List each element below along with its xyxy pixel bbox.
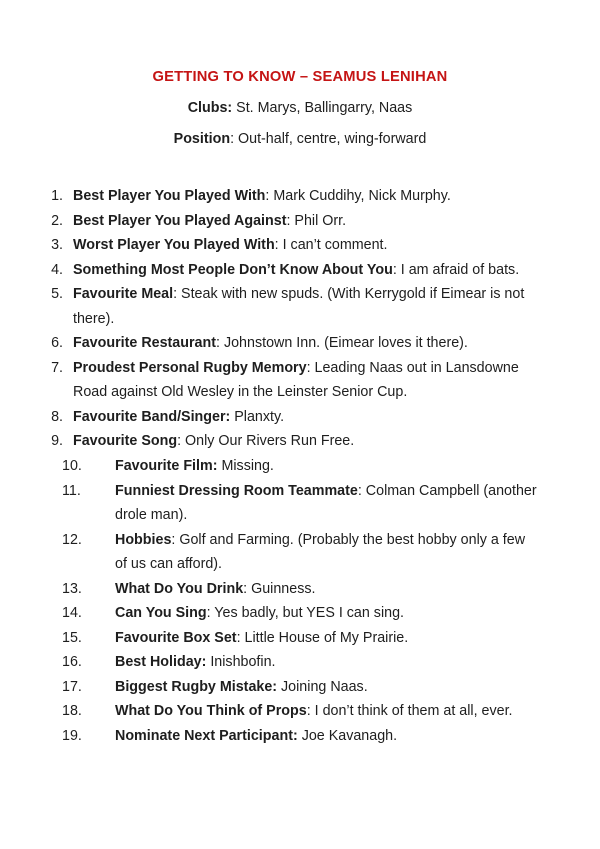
item-label: Favourite Meal xyxy=(73,286,174,303)
item-label: Favourite Film: xyxy=(115,458,218,475)
item-label: Can You Sing xyxy=(115,605,207,622)
item-label: Favourite Band/Singer: xyxy=(73,408,231,425)
item-number: 12. xyxy=(62,531,82,548)
item-label: What Do You Think of Props xyxy=(115,703,307,720)
list-item xyxy=(0,601,600,626)
list-item xyxy=(0,650,600,675)
list-item xyxy=(0,356,600,405)
item-continuation: there). xyxy=(73,310,115,327)
item-label: Biggest Rugby Mistake: xyxy=(115,678,278,695)
item-answer: : Yes badly, but YES I can sing. xyxy=(206,605,405,622)
item-number: 18. xyxy=(62,703,82,720)
item-number: 4. xyxy=(51,261,63,278)
list-item xyxy=(0,282,600,331)
list-item xyxy=(0,429,600,454)
document-title: GETTING TO KNOW – SEAMUS LENIHAN xyxy=(152,69,448,85)
item-number: 14. xyxy=(62,605,82,622)
item-continuation: drole man). xyxy=(115,507,188,524)
item-number: 3. xyxy=(51,237,63,254)
item-label: Nominate Next Participant: xyxy=(115,728,298,745)
list-item xyxy=(0,233,600,258)
list-item xyxy=(0,528,600,577)
list-item xyxy=(0,184,600,209)
item-answer: : Phil Orr. xyxy=(286,212,347,229)
list-item xyxy=(0,724,600,749)
list-item xyxy=(0,258,600,283)
position-line xyxy=(0,129,600,149)
list-item xyxy=(0,405,600,430)
item-number: 7. xyxy=(51,359,63,376)
item-label: Best Player You Played Against xyxy=(73,212,287,229)
item-label: What Do You Drink xyxy=(115,580,244,597)
clubs-line xyxy=(0,98,600,118)
item-number: 1. xyxy=(51,188,63,204)
item-number: 2. xyxy=(51,212,63,229)
item-number: 6. xyxy=(51,335,63,352)
item-number: 19. xyxy=(62,728,82,745)
item-answer: : Johnstown Inn. (Eimear loves it there). xyxy=(216,335,468,352)
list-item xyxy=(0,454,600,479)
item-answer: Joe Kavanagh. xyxy=(297,728,398,745)
item-answer: : Golf and Farming. (Probably the best hobby only a few xyxy=(171,531,526,548)
clubs-label: Clubs: xyxy=(187,100,233,116)
qa-list xyxy=(0,184,600,749)
item-label: Something Most People Don’t Know About You xyxy=(73,261,393,278)
list-item xyxy=(0,626,600,651)
item-answer: Inishbofin. xyxy=(206,654,276,671)
clubs-value: St. Marys, Ballingarry, Naas xyxy=(232,100,413,116)
item-number: 17. xyxy=(62,678,82,695)
item-number: 10. xyxy=(62,458,82,475)
item-continuation: of us can afford). xyxy=(115,556,223,573)
item-continuation: Road against Old Wesley in the Leinster Senior Cup. xyxy=(73,384,408,401)
item-answer: : Steak with new spuds. (With Kerrygold if Eimear is not xyxy=(173,286,525,303)
item-number: 16. xyxy=(62,654,82,671)
list-item xyxy=(0,479,600,528)
item-answer: : Leading Naas out in Lansdowne xyxy=(306,359,519,376)
item-label: Favourite Song xyxy=(73,433,178,450)
item-answer: : I am afraid of bats. xyxy=(392,261,520,278)
position-label: Position xyxy=(173,131,231,147)
item-answer: Joining Naas. xyxy=(277,678,368,695)
item-label: Favourite Box Set xyxy=(115,629,237,646)
item-answer: : I can’t comment. xyxy=(274,237,388,254)
item-number: 9. xyxy=(51,433,63,450)
item-label: Favourite Restaurant xyxy=(73,335,217,352)
item-number: 5. xyxy=(51,286,63,303)
item-answer: : Colman Campbell (another xyxy=(357,482,537,499)
position-value: : Out-half, centre, wing-forward xyxy=(230,131,427,147)
item-number: 13. xyxy=(62,580,82,597)
item-number: 11. xyxy=(62,482,81,499)
list-item xyxy=(0,331,600,356)
item-answer: : I don’t think of them at all, ever. xyxy=(306,703,513,720)
item-label: Best Player You Played With xyxy=(73,188,266,204)
item-label: Hobbies xyxy=(115,531,172,548)
item-answer: Planxty. xyxy=(230,408,285,425)
item-answer: Missing. xyxy=(217,458,274,475)
item-number: 8. xyxy=(51,408,63,425)
list-item xyxy=(0,675,600,700)
list-item xyxy=(0,699,600,724)
item-answer: : Only Our Rivers Run Free. xyxy=(177,433,355,450)
item-number: 15. xyxy=(62,629,82,646)
item-answer: : Mark Cuddihy, Nick Murphy. xyxy=(265,188,451,204)
item-answer: : Guinness. xyxy=(243,580,316,597)
item-label: Best Holiday: xyxy=(115,654,207,671)
item-answer: : Little House of My Prairie. xyxy=(236,629,409,646)
list-item xyxy=(0,577,600,602)
item-label: Funniest Dressing Room Teammate xyxy=(115,482,358,499)
list-item xyxy=(0,209,600,234)
item-label: Worst Player You Played With xyxy=(73,237,275,254)
item-label: Proudest Personal Rugby Memory xyxy=(73,359,307,376)
